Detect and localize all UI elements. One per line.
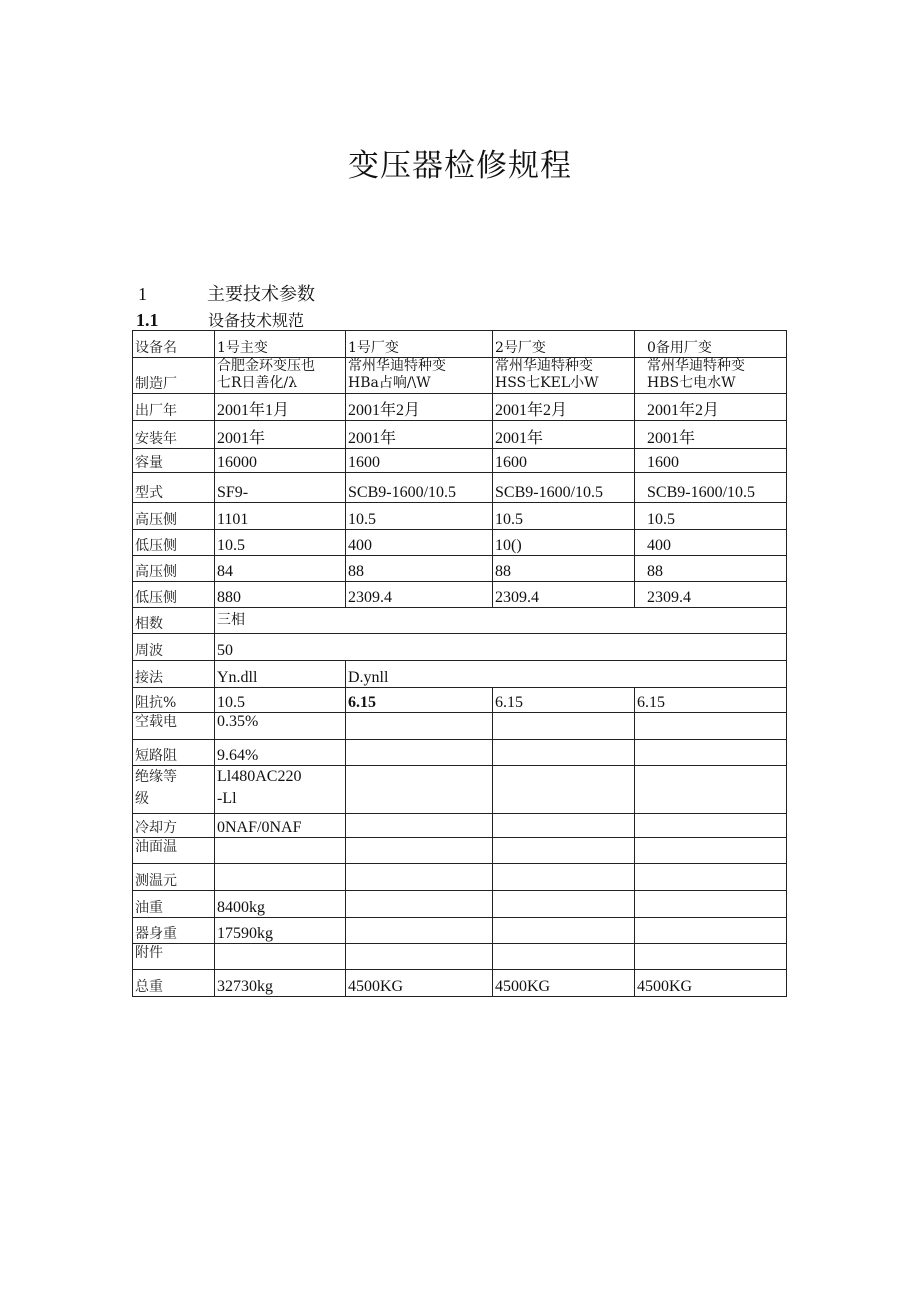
row-label: 阻抗% [133,688,215,713]
table-cell [346,864,493,891]
table-cell [493,766,635,814]
table-cell: 4500KG [346,970,493,997]
table-cell [635,838,787,864]
row-label: 型式 [133,473,215,503]
table-cell: 9.64% [215,740,346,766]
table-cell: 常州华迪特种变 HBS七电水W [635,358,787,394]
row-label: 总重 [133,970,215,997]
table-cell: 1600 [493,449,635,473]
table-cell: Ll480AC220 -Ll [215,766,346,814]
table-row [133,713,787,740]
section-heading-1-1 [136,308,304,331]
table-cell: 880 [215,582,346,608]
table-row [133,473,787,503]
table-cell: 8400kg [215,891,346,918]
table-row [133,864,787,891]
table-cell: 1600 [635,449,787,473]
table-cell: 1101 [215,503,346,530]
table-cell: 10.5 [493,503,635,530]
equipment-spec-table [132,330,787,997]
table-row [133,582,787,608]
table-cell: 2309.4 [493,582,635,608]
table-cell [493,918,635,944]
header-cell: 1号主变 [215,331,346,358]
table-cell: 0.35% [215,713,346,740]
row-label: 出厂年 [133,394,215,421]
table-row [133,634,787,661]
table-cell [215,838,346,864]
row-label: 接法 [133,661,215,688]
page-title: 变压器检修规程 [348,148,572,184]
row-label: 空载电 [133,713,215,740]
row-label: 附件 [133,944,215,970]
row-label: 短路阻 [133,740,215,766]
table-cell: 2001年2月 [493,394,635,421]
table-cell [493,838,635,864]
table-cell: 1600 [346,449,493,473]
table-cell: SCB9-1600/10.5 [493,473,635,503]
row-label: 相数 [133,608,215,634]
table-cell: 三相 [215,608,787,634]
row-label: 周波 [133,634,215,661]
table-cell: 10() [493,530,635,556]
table-row [133,688,787,713]
table-cell [493,891,635,918]
table-cell [346,944,493,970]
row-label: 低压侧 [133,582,215,608]
table-cell: 50 [215,634,787,661]
table-cell: 2309.4 [346,582,493,608]
table-cell [493,740,635,766]
row-label: 低压侧 [133,530,215,556]
table-row [133,608,787,634]
table-row [133,891,787,918]
table-cell: SCB9-1600/10.5 [346,473,493,503]
table-cell: 0NAF/0NAF [215,814,346,838]
row-label: 冷却方 [133,814,215,838]
table-cell: 2001年2月 [346,394,493,421]
table-row [133,394,787,421]
table-row [133,918,787,944]
table-cell [635,918,787,944]
table-cell: 常州华迪特种变 HSS七KEL小W [493,358,635,394]
header-cell: 1号厂变 [346,331,493,358]
section-title: 主要技术参数 [207,284,315,305]
table-cell [635,891,787,918]
section-number: 1 [138,284,147,304]
table-row [133,661,787,688]
table-row [133,449,787,473]
table-cell: 88 [346,556,493,582]
table-cell [493,944,635,970]
table-cell [215,944,346,970]
table-cell [346,814,493,838]
table-cell [346,838,493,864]
table-cell: 4500KG [635,970,787,997]
table-row [133,740,787,766]
table-cell: 10.5 [215,688,346,713]
table-cell: 2001年 [635,421,787,449]
table-cell [635,814,787,838]
table-cell: 84 [215,556,346,582]
table-cell [346,918,493,944]
table-cell: 10.5 [215,530,346,556]
table-cell: D.ynll [346,661,787,688]
table-cell: 10.5 [346,503,493,530]
row-label: 安装年 [133,421,215,449]
section-title: 设备技术规范 [208,311,305,330]
table-cell: 2001年2月 [635,394,787,421]
table-row [133,358,787,394]
table-cell: 2001年 [215,421,346,449]
table-row [133,814,787,838]
table-cell: 常州华迪特种变 HBa占响/\W [346,358,493,394]
header-cell: 0备用厂变 [635,331,787,358]
row-label: 器身重 [133,918,215,944]
table-cell: 6.15 [346,688,493,713]
table-cell: 16000 [215,449,346,473]
table-cell: Yn.dll [215,661,346,688]
table-row [133,331,787,358]
table-cell: SCB9-1600/10.5 [635,473,787,503]
table-cell: 2309.4 [635,582,787,608]
row-label: 制造厂 [133,358,215,394]
table-cell [215,864,346,891]
table-cell: 32730kg [215,970,346,997]
row-label: 高压侧 [133,503,215,530]
header-cell: 设备名 [133,331,215,358]
table-cell [635,740,787,766]
row-label: 测温元 [133,864,215,891]
table-row [133,503,787,530]
table-row [133,530,787,556]
header-cell: 2号厂变 [493,331,635,358]
table-cell [493,814,635,838]
table-cell [635,864,787,891]
table-cell: 10.5 [635,503,787,530]
row-label: 容量 [133,449,215,473]
section-heading-1 [138,280,315,306]
table-cell [346,766,493,814]
table-cell [346,740,493,766]
table-cell [635,944,787,970]
table-row [133,421,787,449]
table-row [133,556,787,582]
table-cell [635,713,787,740]
table-cell: 88 [635,556,787,582]
table-row [133,766,787,814]
table-cell: 2001年 [346,421,493,449]
table-cell: 400 [346,530,493,556]
table-cell: 17590kg [215,918,346,944]
table-cell [493,864,635,891]
table-row [133,838,787,864]
table-cell: 4500KG [493,970,635,997]
row-label: 绝缘等 级 [133,766,215,814]
table-cell: 2001年 [493,421,635,449]
table-cell: 88 [493,556,635,582]
table-cell: 6.15 [493,688,635,713]
row-label: 油面温 [133,838,215,864]
table-cell [346,891,493,918]
table-cell: SF9- [215,473,346,503]
table-cell: 2001年1月 [215,394,346,421]
table-cell [493,713,635,740]
table-cell: 400 [635,530,787,556]
table-cell [346,713,493,740]
row-label: 油重 [133,891,215,918]
section-number: 1.1 [136,310,159,330]
table-cell: 6.15 [635,688,787,713]
table-cell [635,766,787,814]
table-cell: 合肥金环变压也 七R日善化/λ [215,358,346,394]
table-row [133,944,787,970]
table-row [133,970,787,997]
row-label: 高压侧 [133,556,215,582]
